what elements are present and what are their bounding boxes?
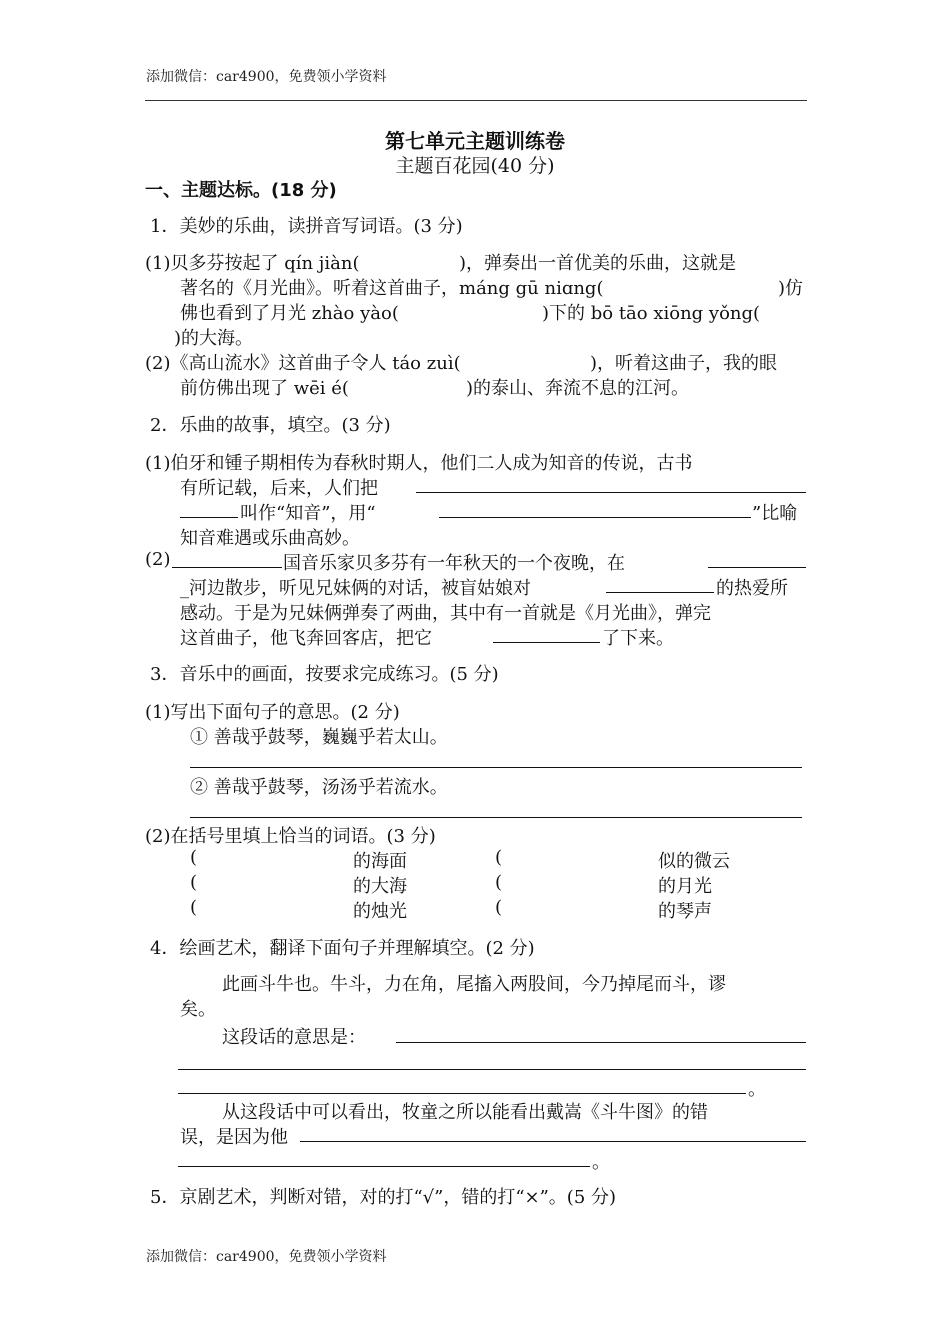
q3-part2-heading: (2)在括号里填上恰当的词语。(3 分) [145,826,436,847]
fill-bracket-open: ( [495,872,503,893]
q2-p2-text: 国音乐家贝多芬有一年秋天的一个夜晚，在 [283,553,625,574]
answer-line[interactable] [178,1166,590,1167]
answer-line[interactable] [180,517,238,518]
q2-p1-text: (1)伯牙和锺子期相传为春秋时期人，他们二人成为知音的传说，古书 [145,453,693,474]
fill-item: 似的微云 [658,851,730,872]
q1-p1-text: 著名的《月光曲》。听着这首曲子，máng gū niɑng( [180,278,604,299]
section-heading: 一、主题达标。(18 分) [145,180,337,201]
fill-bracket-open: ( [190,897,198,918]
page-subtitle: 主题百花园(40 分) [395,155,555,177]
q2-p1-text: ”比喻 [752,503,798,524]
answer-line[interactable] [708,567,806,568]
header-note: 添加微信：car4900，免费领小学资料 [146,69,387,85]
q1-p2-text: )的泰山、奔流不息的江河。 [466,378,690,399]
q4-classical-text: 矣。 [180,999,216,1020]
q3-sentence-2: ② 善哉乎鼓琴，汤汤乎若流水。 [190,777,448,798]
q3-part1-heading: (1)写出下面句子的意思。(2 分) [145,702,400,723]
answer-line[interactable] [190,817,802,818]
question-2-stem: 2．乐曲的故事，填空。(3 分) [150,415,391,436]
question-5-stem: 5．京剧艺术，判断对错，对的打“√”，错的打“×”。(5 分) [150,1187,617,1208]
q2-p2-text: _河边散步，听见兄妹俩的对话，被盲姑娘对 [180,578,531,599]
question-3-stem: 3．音乐中的画面，按要求完成练习。(5 分) [150,664,499,685]
q1-p1-text: )下的 bō tāo xiōng yǒng( [542,303,761,324]
q3-sentence-1: ① 善哉乎鼓琴，巍巍乎若太山。 [190,727,448,748]
q4-classical-text: 此画斗牛也。牛斗，力在角，尾搐入两股间，今乃掉尾而斗，谬 [222,974,726,995]
q2-p2-text: 了下来。 [602,628,674,649]
end-mark: 。 [592,1152,610,1173]
q4-reason-text: 从这段话中可以看出，牧童之所以能看出戴嵩《斗牛图》的错 [222,1102,708,1123]
fill-item: 的月光 [658,876,712,897]
q4-meaning-label: 这段话的意思是： [222,1027,366,1048]
answer-line[interactable] [178,1069,806,1070]
fill-bracket-open: ( [190,872,198,893]
fill-item: 的烛光 [353,901,407,922]
fill-bracket-open: ( [495,897,503,918]
q2-p1-text: 有所记载，后来，人们把 [180,478,378,499]
q2-p2-text: 感动。于是为兄妹俩弹奏了两曲，其中有一首就是《月光曲》，弹完 [180,603,711,624]
q2-p1-text: 叫作“知音”，用“ [240,503,376,524]
fill-item: 的海面 [353,851,407,872]
q1-p1-text: )仿 [778,278,804,299]
fill-item: 的大海 [353,876,407,897]
q2-p2-text: (2) [145,549,171,570]
answer-line[interactable] [439,517,751,518]
page-title: 第七单元主题训练卷 [385,129,565,153]
q2-p2-text: 的热爱所 [716,578,788,599]
answer-line[interactable] [300,1141,806,1142]
q1-p1-text: )的大海。 [174,328,254,349]
question-1-stem: 1．美妙的乐曲，读拼音写词语。(3 分) [150,216,463,237]
q1-p2-text: )，听着这曲子，我的眼 [590,353,778,374]
q1-p2-text: (2)《高山流水》这首曲子令人 táo zuì( [145,353,461,374]
question-4-stem: 4．绘画艺术，翻译下面句子并理解填空。(2 分) [150,938,535,959]
fill-bracket-open: ( [190,847,198,868]
q1-p2-text: 前仿佛出现了 wēi é( [180,378,349,399]
answer-line[interactable] [493,642,600,643]
q1-p1-text: )，弹奏出一首优美的乐曲，这就是 [459,253,737,274]
answer-line[interactable] [396,1042,806,1043]
fill-item: 的琴声 [658,901,712,922]
answer-line[interactable] [606,592,714,593]
answer-line[interactable] [416,492,806,493]
q1-p1-text: (1)贝多芬按起了 qín jiàn( [145,253,360,274]
answer-line[interactable] [172,567,282,568]
header-divider [145,100,807,101]
q2-p2-text: 这首曲子，他飞奔回客店，把它 [180,628,432,649]
end-mark: 。 [748,1079,766,1100]
answer-line[interactable] [190,767,802,768]
fill-bracket-open: ( [495,847,503,868]
q2-p1-text: 知音难遇或乐曲高妙。 [180,528,360,549]
footer-note: 添加微信：car4900，免费领小学资料 [146,1249,387,1265]
q1-p1-text: 佛也看到了月光 zhào yào( [180,303,399,324]
q4-reason-text: 误，是因为他 [180,1127,288,1148]
answer-line[interactable] [178,1093,746,1094]
